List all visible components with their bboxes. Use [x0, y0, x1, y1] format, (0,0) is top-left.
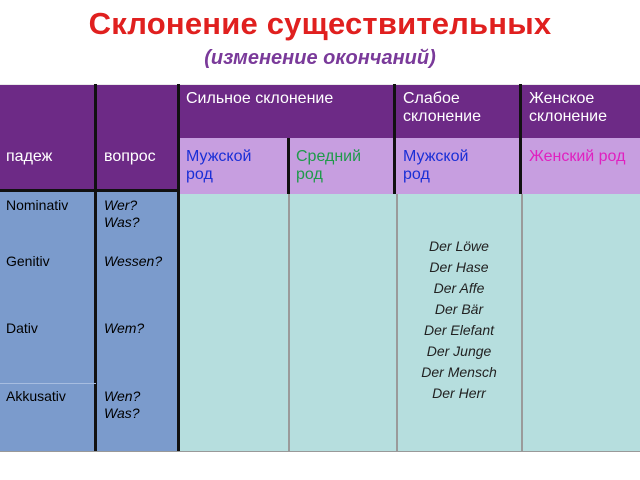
list-item: Der Löwe: [429, 238, 489, 254]
weak-declension-header: Слабое склонение: [403, 90, 481, 125]
divider: [94, 84, 97, 452]
divider: [0, 451, 640, 452]
question-nominativ: Wer? Was?: [104, 197, 140, 230]
divider: [521, 194, 523, 452]
divider: [0, 383, 96, 384]
divider: [177, 84, 180, 452]
list-item: Der Hase: [429, 259, 489, 275]
divider: [519, 84, 522, 194]
question-label: вопрос: [104, 148, 156, 165]
divider: [393, 84, 396, 194]
divider: [287, 138, 290, 194]
list-item: Der Mensch: [421, 364, 497, 380]
neuter-label: Средний род: [296, 148, 362, 183]
list-item: Der Affe: [433, 280, 485, 296]
case-dativ: Dativ: [6, 320, 38, 336]
divider: [0, 189, 96, 192]
case-akkusativ: Akkusativ: [6, 388, 66, 404]
divider: [288, 194, 290, 452]
question-genitiv: Wessen?: [104, 253, 163, 269]
list-item: Der Junge: [426, 343, 492, 359]
page-subtitle: (изменение окончаний): [204, 47, 436, 69]
list-item: Der Herr: [432, 385, 486, 401]
strong-declension-header: Сильное склонение: [186, 90, 334, 107]
page-title: Склонение существительных: [88, 6, 552, 41]
divider: [96, 189, 180, 192]
feminine-declension-header: Женское склонение: [529, 90, 607, 125]
case-genitiv: Genitiv: [6, 253, 50, 269]
list-item: Der Bär: [434, 301, 484, 317]
list-item: Der Elefant: [423, 322, 495, 338]
weak-masculine-label: Мужской род: [403, 148, 469, 183]
case-nominativ: Nominativ: [6, 197, 69, 213]
question-dativ: Wem?: [104, 320, 145, 336]
case-label: падеж: [6, 148, 53, 165]
masculine-label: Мужской род: [186, 148, 252, 183]
feminine-label: Женский род: [529, 148, 626, 165]
weak-nouns-list: [398, 236, 520, 404]
question-akkusativ: Wen? Was?: [104, 388, 141, 421]
divider: [396, 194, 398, 452]
